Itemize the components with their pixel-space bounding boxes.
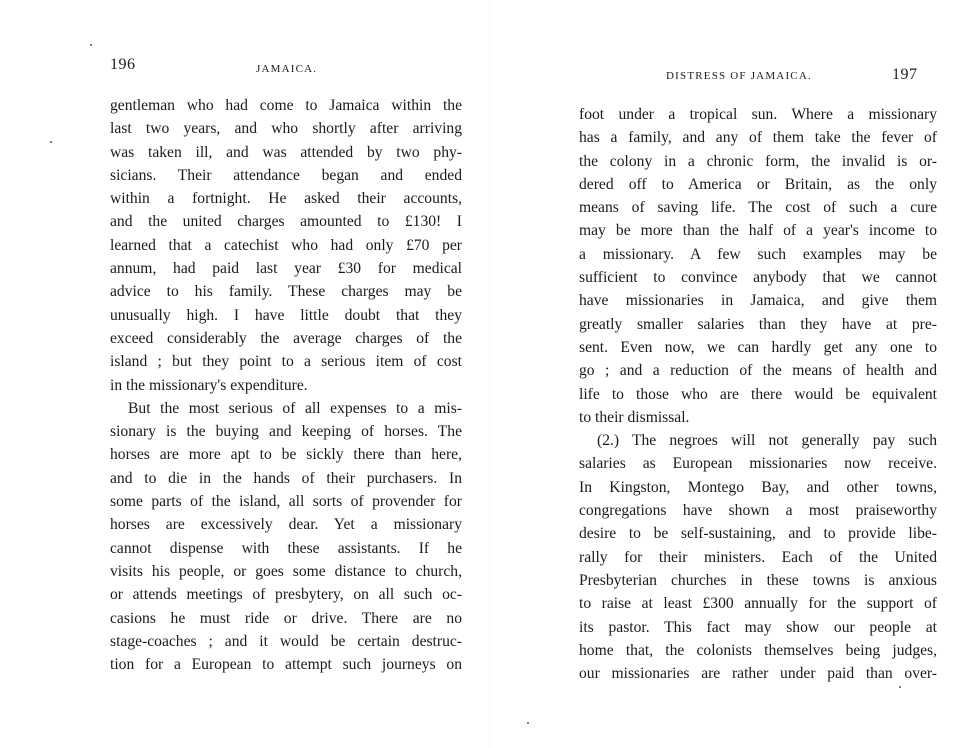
text-line: the colony in a chronic form, the invalid is or- (579, 152, 937, 170)
text-line: sufficient to convince anybody that we cannot (579, 269, 937, 287)
running-head: DISTRESS OF JAMAICA. (666, 70, 812, 82)
text-line: means of saving life. The cost of such a cure (579, 199, 937, 217)
text-line: rally for their ministers. Each of the United (579, 548, 937, 566)
text-line: But the most serious of all expenses to a mis- (128, 399, 462, 417)
text-line: was taken ill, and was attended by two phy- (110, 143, 462, 161)
text-line: sionary is the buying and keeping of horses. The (110, 423, 462, 441)
text-line: last two years, and who shortly after arriving (110, 120, 462, 138)
text-line: has a family, and any of them take the fever of (579, 129, 937, 147)
text-line: greatly smaller salaries than they have at pre- (579, 315, 937, 333)
text-line: salaries as European missionaries now receive. (579, 455, 937, 473)
text-line: within a fortnight. He asked their accounts, (110, 190, 462, 208)
text-line: life to those who are there would be equivalent (579, 385, 937, 403)
scan-speck (50, 141, 52, 143)
text-line: horses are more apt to be sickly there than here, (110, 446, 462, 464)
text-line: casions he must ride or drive. There are no (110, 609, 462, 627)
text-line: to raise at least £300 annually for the support of (579, 595, 937, 613)
body-text (579, 103, 937, 685)
text-line: and to die in the hands of their purchasers. In (110, 469, 462, 487)
text-line: in the missionary's expenditure. (110, 376, 308, 394)
scan-speck (527, 722, 529, 724)
text-line: Presbyterian churches in these towns is anxious (579, 571, 937, 589)
text-line: gentleman who had come to Jamaica within the (110, 97, 462, 114)
scan-speck (899, 686, 901, 688)
text-line: annum, had paid last year £30 for medical (110, 260, 462, 278)
text-line: advice to his family. These charges may be (110, 283, 462, 301)
text-line: may be more than the half of a year's income to (579, 222, 937, 240)
text-line: island ; but they point to a serious item of cost (110, 353, 462, 371)
text-line: have missionaries in Jamaica, and give them (579, 292, 937, 310)
text-line: tion for a European to attempt such journeys on (110, 656, 462, 674)
text-line: unusually high. I have little doubt that they (110, 306, 462, 324)
page-number: 196 (110, 56, 136, 73)
page-number: 197 (892, 66, 918, 83)
text-line: a missionary. A few such examples may be (579, 245, 937, 263)
text-line: go ; and a reduction of the means of health and (579, 362, 937, 380)
text-line: visits his people, or goes some distance to church, (110, 562, 462, 580)
text-line: desire to be self-sustaining, and to provide libe- (579, 525, 937, 543)
text-line: foot under a tropical sun. Where a missionary (579, 106, 937, 123)
text-line: (2.) The negroes will not generally pay such (597, 432, 937, 450)
text-line: its pastor. This fact may show our people at (579, 618, 937, 636)
text-line: exceed considerably the average charges of the (110, 329, 462, 347)
text-line: congregations have shown a most praiseworthy (579, 502, 937, 520)
text-line: horses are excessively dear. Yet a missionary (110, 516, 462, 534)
text-line: some parts of the island, all sorts of provender for (110, 493, 462, 511)
text-line: home that, the colonists themselves being judges, (579, 641, 937, 659)
right-page (490, 0, 980, 748)
running-head: JAMAICA. (256, 63, 318, 75)
body-text (110, 94, 462, 676)
text-line: and the united charges amounted to £130! I (110, 213, 462, 231)
text-line: dered off to America or Britain, as the only (579, 175, 937, 193)
text-line: or attends meetings of presbytery, on all such oc- (110, 586, 462, 604)
text-line: In Kingston, Montego Bay, and other towns, (579, 478, 937, 496)
text-line: our missionaries are rather under paid than over- (579, 665, 937, 683)
text-line: learned that a catechist who had only £70 per (110, 236, 462, 254)
text-line: cannot dispense with these assistants. If he (110, 539, 462, 557)
scan-speck (90, 44, 92, 46)
text-line: stage-coaches ; and it would be certain destruc- (110, 632, 462, 650)
text-line: sent. Even now, we can hardly get any one to (579, 338, 937, 356)
text-line: to their dismissal. (579, 408, 690, 426)
text-line: sicians. Their attendance began and ended (110, 166, 462, 184)
